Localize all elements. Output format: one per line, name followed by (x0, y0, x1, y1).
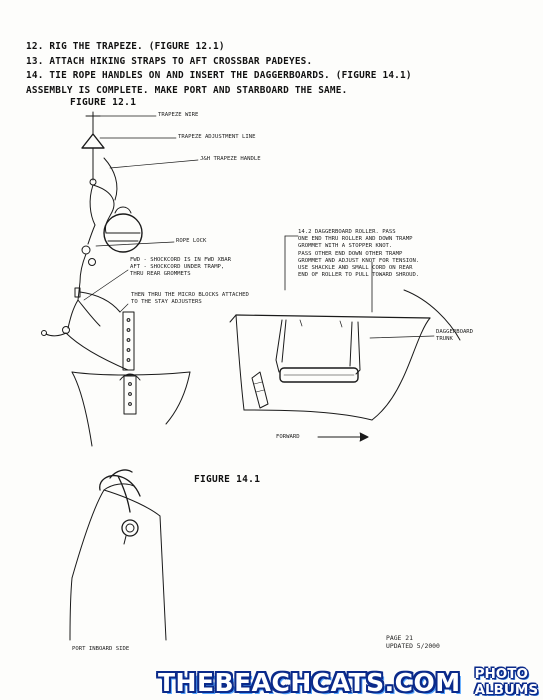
rope-handle-diagram (70, 470, 166, 640)
watermark-photo-albums: PHOTO ALBUMS (474, 666, 539, 698)
assembly-complete-note: ASSEMBLY IS COMPLETE. MAKE PORT AND STARBOARD THE SAME. (26, 84, 348, 96)
trapeze-diagram (42, 112, 199, 446)
updated-date: UPDATED 5/2000 (386, 642, 440, 651)
step-13: 13. ATTACH HIKING STRAPS TO AFT CROSSBAR PADEYES. (26, 55, 313, 67)
step-14: 14. TIE ROPE HANDLES ON AND INSERT THE DAGGERBOARDS. (FIGURE 14.1) (26, 70, 412, 81)
label-daggerboard-trunk: DAGGERBOARD TRUNK (436, 329, 474, 343)
site-watermark (158, 664, 543, 700)
watermark-brand: THEBEACHCATS.COM (158, 667, 461, 697)
label-micro-blocks: THEN THRU THE MICRO BLOCKS ATTACHED TO THE STAY ADJUSTERS (131, 292, 249, 306)
page-info (386, 634, 440, 651)
label-port-inboard-side: PORT INBOARD SIDE (72, 646, 130, 652)
step-12: 12. RIG THE TRAPEZE. (FIGURE 12.1) (26, 41, 225, 52)
label-shockcord: FWD - SHOCKCORD IS IN FWD XBAR AFT - SHOCKCORD UNDER TRAMP, THRU REAR GROMMETS (130, 257, 232, 278)
figure-14-1-title: FIGURE 14.1 (194, 474, 261, 485)
label-trapeze-wire: TRAPEZE WIRE (158, 112, 199, 118)
daggerboard-roller-note: 14.2 DAGGERBOARD ROLLER. PASS ONE END THRU ROLLER AND DOWN TRAMP GROMMET WITH A STOPPER KNOT. PASS OTHER END DOWN OTHER TRAMP GROMMET AND ADJUST KNOT FOR TENSION. USE SHACKLE AND SMALL CORD ON REAR END OF ROLLER TO PULL TOWARD SHROUD. (298, 229, 420, 279)
label-rope-lock: ROPE LOCK (176, 238, 207, 244)
label-jh-trapeze-handle: J&H TRAPEZE HANDLE (200, 156, 261, 162)
figure-12-1-title: FIGURE 12.1 (70, 97, 137, 108)
label-forward: FORWARD (276, 434, 300, 440)
label-trapeze-adjustment-line: TRAPEZE ADJUSTMENT LINE (178, 134, 256, 140)
page-number: PAGE 21 (386, 634, 413, 642)
